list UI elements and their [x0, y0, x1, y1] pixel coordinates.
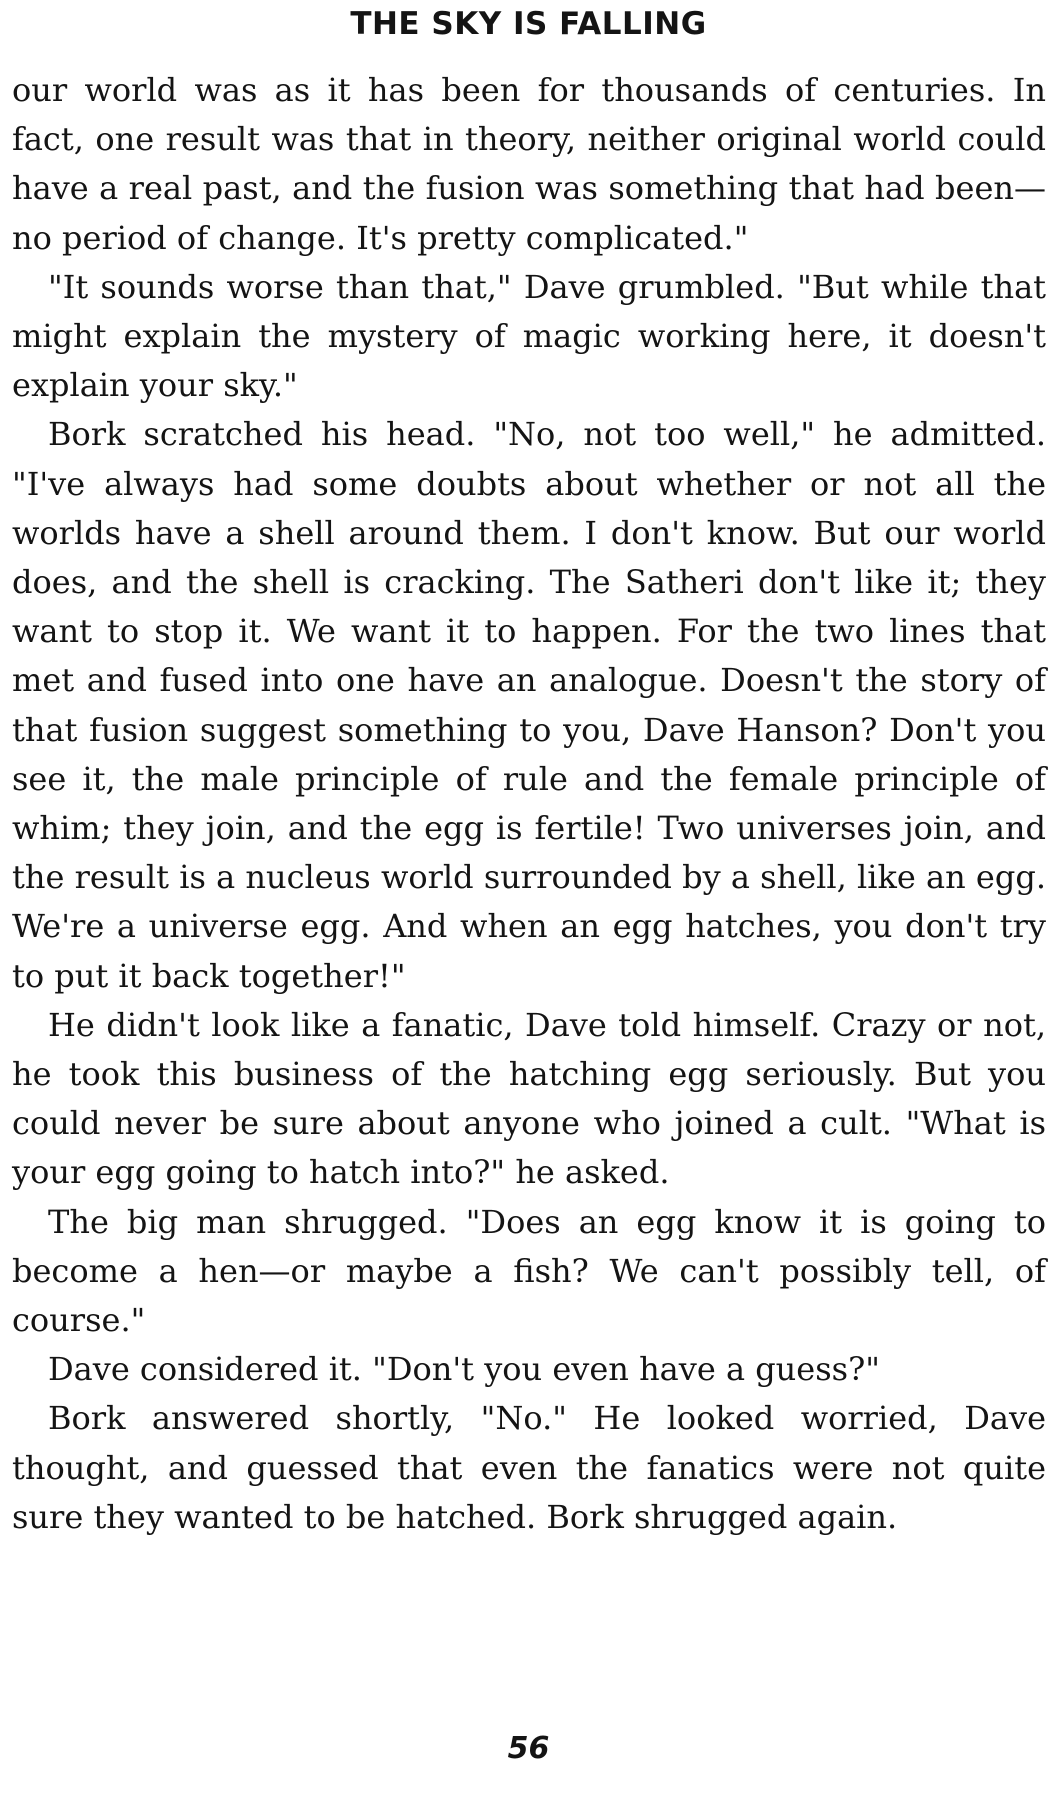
body-text	[12, 66, 1046, 1542]
paragraph-1: our world was as it has been for thousands of centuries. In fact, one result was that in theory, neither original world could have a real past, and the fusion was something that had been—no period of change. It's pretty complicated."	[12, 71, 1046, 257]
paragraph-7: Bork answered shortly, "No." He looked worried, Dave thought, and guessed that even the fanatics were not quite sure they wanted to be hatched. Bork shrugged again.	[12, 1399, 1046, 1536]
paragraph-5: The big man shrugged. "Does an egg know it is going to become a hen—or maybe a fish? We can't possibly tell, of course."	[12, 1202, 1046, 1340]
paragraph-3: Bork scratched his head. "No, not too well," he admitted. "I've always had some doubts about whether or not all the worlds have a shell around them. I don't know. But our world does, and the shell is cracking. The Satheri don't like it; they want to stop it. We want it to happen. For the two lines that met and fused into one have an analogue. Doesn't the story of that fusion suggest something to you, Dave Hanson? Don't you see it, the male principle of rule and the female principle of whim; they join, and the egg is fertile! Two universes join, and the result is a nucleus world surrounded by a shell, like an egg. We're a universe egg. And when an egg hatches, you don't try to put it back together!"	[12, 415, 1046, 995]
paragraph-6: Dave considered it. "Don't you even have a guess?"	[48, 1350, 880, 1389]
page-number: 56	[507, 1731, 550, 1766]
running-head: THE SKY IS FALLING	[350, 6, 707, 42]
paragraph-4: He didn't look like a fanatic, Dave told himself. Crazy or not, he took this business of the hatching egg seriously. But you could never be sure about anyone who joined a cult. "What is your egg going to hatch into?" he asked.	[12, 1005, 1046, 1192]
paragraph-2: "It sounds worse than that," Dave grumbled. "But while that might explain the mystery of magic working here, it doesn't explain your sky."	[12, 267, 1046, 405]
